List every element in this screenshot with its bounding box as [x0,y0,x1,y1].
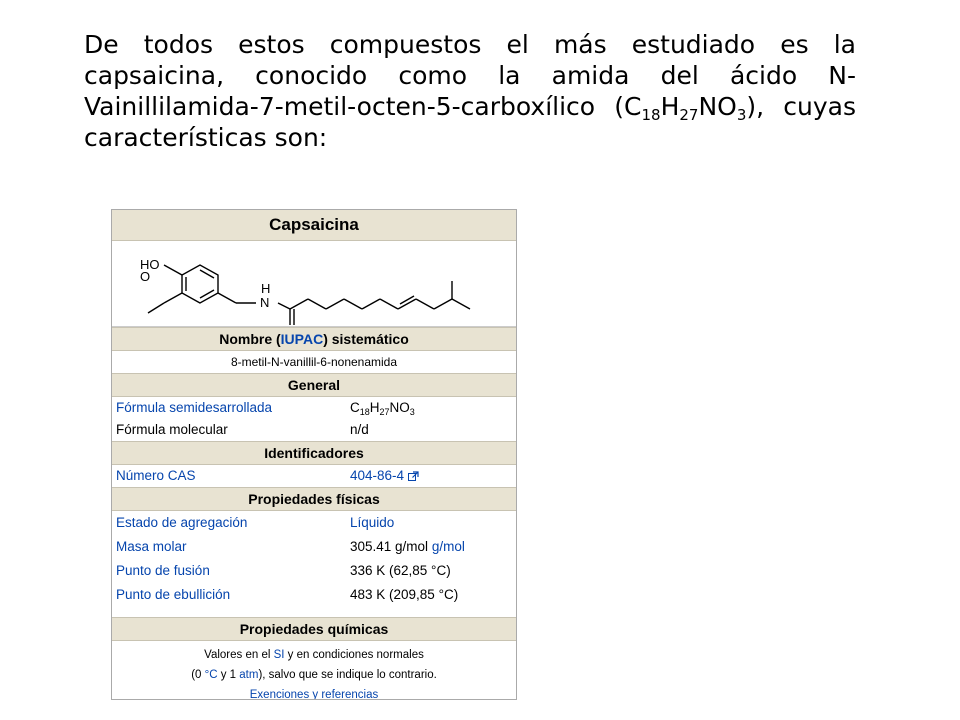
iupac-header [112,327,516,351]
formula-semi-value [350,397,516,419]
physical-properties-header: Propiedades físicas [112,487,516,511]
iupac-header-text: Nombre ( [219,331,281,347]
masa-value [350,535,516,559]
units-note [112,641,516,700]
subscript-18: 18 [641,106,661,124]
iupac-name: 8-metil-N-vanillil-6-nonenamida [112,351,516,373]
identifiers-header: Identificadores [112,441,516,465]
ebullicion-value: 483 K (209,85 °C) [350,587,459,602]
si-link[interactable]: SI [273,649,285,661]
fusion-label-link[interactable]: Punto de fusión [116,563,210,578]
formula-mol-value: n/d [350,422,369,437]
note-1a: Valores en el [204,649,274,661]
general-header: General [112,373,516,397]
exenciones-link[interactable]: Exenciones y referencias [249,689,379,700]
celsius-link[interactable]: °C [204,669,218,681]
external-link-icon[interactable] [408,471,419,481]
f-h-n: 27 [379,407,390,417]
ebullicion-label-link[interactable]: Punto de ebullición [116,587,231,602]
cas-value [350,465,516,487]
atm-link[interactable]: atm [239,669,259,681]
capsaicin-structure-diagram [120,241,510,325]
formula-no: NO [698,92,737,121]
formula-h: H [660,92,680,121]
fusion-row [112,559,516,583]
f-c: C [350,400,360,415]
amide-n-label: N [260,295,270,310]
estado-label-link[interactable]: Estado de agregación [116,515,248,530]
iupac-header-text-end: ) sistemático [323,331,409,347]
f-no: NO [389,400,410,415]
capsaicin-infobox [111,209,517,700]
estado-value-link[interactable]: Líquido [350,515,395,530]
formula-mol-label: Fórmula molecular [116,422,228,437]
f-h: H [369,400,380,415]
ho-label: HO [140,257,160,272]
ebullicion-row [112,583,516,607]
intro-text-end: ), cuyas características son: [84,92,856,152]
chemical-structure [112,241,516,327]
intro-text: De todos estos compuestos el más estudiado es la capsaicina, conocido como la amida del ácido N-Vainillilamida-7-metil-octen-5-carboxílico (C [84,30,856,121]
methoxy-o-label: O [140,269,151,284]
note-2a: (0 [191,669,205,681]
cas-value-link[interactable]: 404-86-4 [350,468,405,483]
formula-semi-row [112,397,516,419]
iupac-link[interactable]: IUPAC [280,331,324,347]
masa-row [112,535,516,559]
f-no-n: 3 [409,407,415,417]
formula-mol-row [112,419,516,441]
note-line-1 [112,645,516,665]
masa-value-text: 305.41 g/mol [350,539,432,554]
note-2b: y 1 [217,669,240,681]
subscript-3: 3 [736,106,747,124]
note-2c: ), salvo que se indique lo contrario. [258,669,437,681]
estado-row [112,511,516,535]
amide-h-label: H [261,281,271,296]
masa-unit-link[interactable]: g/mol [431,539,465,554]
cas-row [112,465,516,487]
spacer [112,607,516,617]
formula-semi-link[interactable]: Fórmula semidesarrollada [116,400,273,415]
subscript-27: 27 [679,106,699,124]
masa-label-link[interactable]: Masa molar [116,539,187,554]
chemical-properties-header: Propiedades químicas [112,617,516,641]
intro-paragraph [84,29,856,153]
note-1b: y en condiciones normales [284,649,424,661]
note-line-2 [112,665,516,685]
f-c-n: 18 [359,407,370,417]
cas-label-link[interactable]: Número CAS [116,468,196,483]
fusion-value: 336 K (62,85 °C) [350,563,451,578]
infobox-title: Capsaicina [112,210,516,241]
